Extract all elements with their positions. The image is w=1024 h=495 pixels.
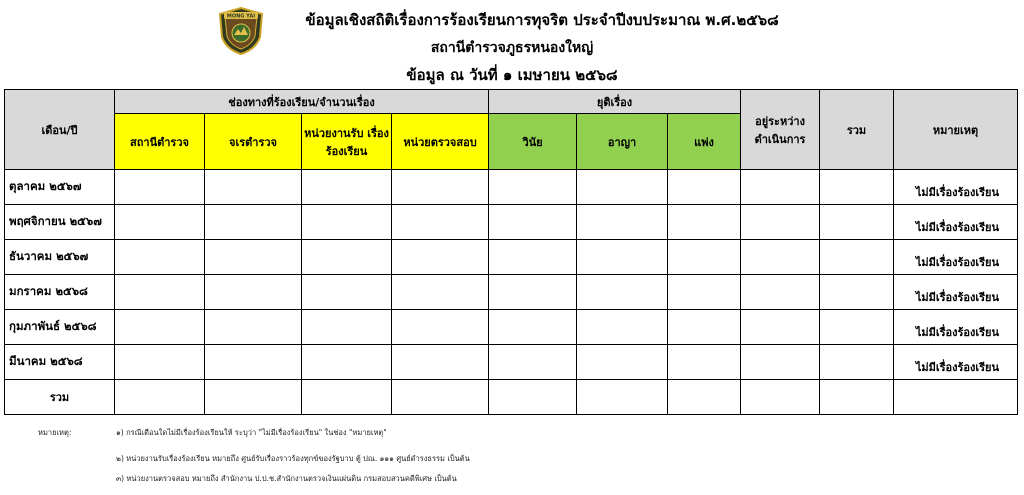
closed-header: อาญา (577, 114, 668, 170)
month-header: เดือน/ปี (5, 90, 115, 170)
total-header: รวม (820, 90, 894, 170)
closed-header: แพ่ง (668, 114, 741, 170)
closed-header: วินัย (489, 114, 577, 170)
table-row (5, 170, 1018, 205)
month-cell: มกราคม ๒๕๖๘ (5, 275, 115, 310)
closed-group-header: ยุติเรื่อง (489, 90, 741, 114)
month-cell: พฤศจิกายน ๒๕๖๗ (5, 205, 115, 240)
table-row (5, 345, 1018, 380)
month-cell: ตุลาคม ๒๕๖๗ (5, 170, 115, 205)
channel-header: สถานีตำรวจ (115, 114, 205, 170)
remark-cell: ไม่มีเรื่องร้องเรียน (894, 275, 1018, 310)
remark-cell: ไม่มีเรื่องร้องเรียน (894, 310, 1018, 345)
channel-header: หน่วยงานรับ เรื่องร้องเรียน (302, 114, 392, 170)
footnote-item: ๒) หน่วยงานรับเรื่องร้องเรียน หมายถึง ศูนย์รับเรื่องราวร้องทุกข์ของรัฐบาบ ตู้ ปณ. ๑๑๑ ศูนย์ดำรงธรรม เป็นต้น (116, 454, 470, 463)
channel-header: จเรตำรวจ (205, 114, 302, 170)
footnote-item: ๓) หน่วยงานตรวจสอบ หมายถึง สำนักงาน ป.ป.ช.สำนักงานตรวจเงินแผ่นดิน กรมสอบสวนคดีพิเศษ เป็นต้น (116, 474, 457, 483)
footnote-label: หมายเหตุ: (38, 428, 72, 437)
table-row (5, 275, 1018, 310)
table-row (5, 240, 1018, 275)
complaint-stats-table (4, 89, 1018, 415)
station-name: สถานีตำรวจภูธรหนองใหญ่ (430, 40, 594, 56)
remark-cell: ไม่มีเรื่องร้องเรียน (894, 205, 1018, 240)
total-row (5, 380, 1018, 415)
in-progress-header: อยู่ระหว่าง ดำเนินการ (741, 90, 820, 170)
table-row (5, 205, 1018, 240)
table-row (5, 310, 1018, 345)
report-title: ข้อมูลเชิงสถิติเรื่องการร้องเรียนการทุจริต ประจำปีงบประมาณ พ.ศ.๒๕๖๘ (305, 11, 779, 29)
month-cell: มีนาคม ๒๕๖๘ (5, 345, 115, 380)
footnote-item: ๑) กรณีเดือนใดไม่มีเรื่องร้องเรียนให้ ระบุว่า "ไม่มีเรื่องร้องเรียน" ในช่อง "หมายเหตุ" (116, 428, 387, 437)
channels-group-header: ช่องทางที่ร้องเรียน/จำนวนเรื่อง (115, 90, 489, 114)
remark-cell: ไม่มีเรื่องร้องเรียน (894, 170, 1018, 205)
remark-cell: ไม่มีเรื่องร้องเรียน (894, 345, 1018, 380)
channel-header: หน่วยตรวจสอบ (392, 114, 489, 170)
report-header (0, 0, 1024, 88)
month-cell: กุมภาพันธ์ ๒๕๖๘ (5, 310, 115, 345)
remark-header: หมายเหตุ (894, 90, 1018, 170)
total-label-cell: รวม (5, 380, 115, 415)
svg-text:MONG YAI: MONG YAI (226, 13, 256, 20)
month-cell: ธันวาคม ๒๕๖๗ (5, 240, 115, 275)
as-of-date: ข้อมูล ณ วันที่ ๑ เมษายน ๒๕๖๘ (406, 66, 618, 84)
remark-cell: ไม่มีเรื่องร้องเรียน (894, 240, 1018, 275)
